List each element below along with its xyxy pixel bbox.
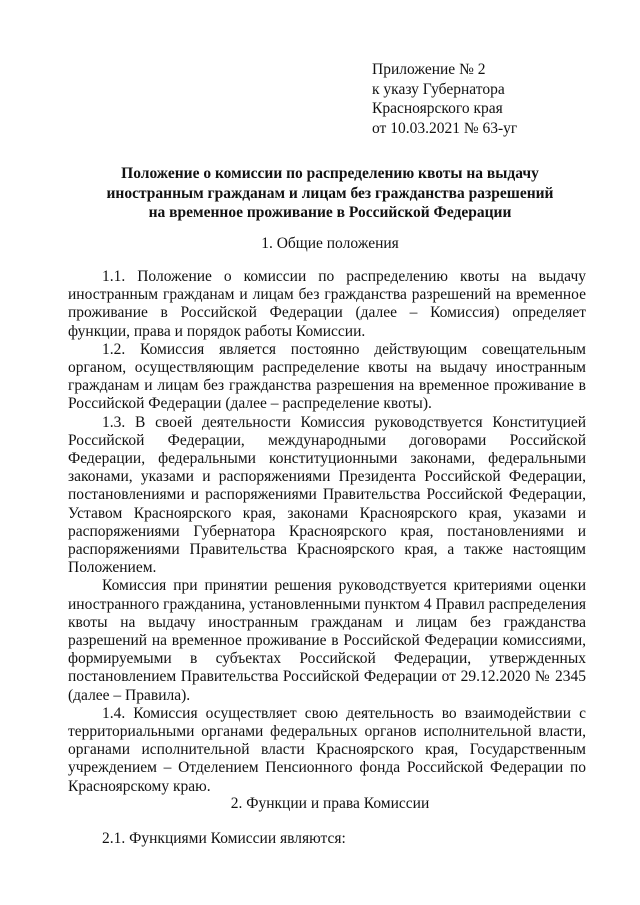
paragraph-2-1: 2.1. Функциями Комиссии являются:: [102, 830, 346, 847]
annex-date-number: от 10.03.2021 № 63-уг: [372, 119, 518, 137]
annex-decree-ref: к указу Губернатора: [372, 80, 505, 98]
paragraph-1-3-criteria: Комиссия при принятии решения руководствуется критериями оценки иностранного гражданина, установленными пунктом 4 Правил распределения квоты на выдачу иностранным гражданам и лицам без гражданства разрешений на временное проживание в Российской Федерации комиссиями, формируемыми в субъектах Российской Федерации, утвержденных постановлением Правительства Российской Федерации от 29.12.2020 № 2345 (далее – Правила).: [68, 577, 586, 704]
title-line-2: иностранным гражданам и лицам без гражданства разрешений: [106, 184, 554, 202]
paragraph-1-4: 1.4. Комиссия осуществляет свою деятельность во взаимодействии с территориальными органами федеральных органов исполнительной власти, органами исполнительной власти Красноярского края, Государственным учреждением – Отделением Пенсионного фонда Российской Федерации по Красноярскому краю.: [68, 704, 586, 795]
section-heading-1: 1. Общие положения: [261, 235, 399, 252]
annex-region: Красноярского края: [372, 100, 503, 117]
section-1-body: [68, 268, 586, 796]
annex-number: Приложение № 2: [372, 61, 486, 78]
paragraph-1-1: 1.1. Положение о комиссии по распределению квоты на выдачу иностранным гражданам и лицам без гражданства разрешений на временное проживание в Российской Федерации (далее – Комиссия) определяет функции, права и порядок работы Комиссии.: [68, 268, 586, 340]
document-title: [60, 164, 600, 223]
section-heading-2: 2. Функции и права Комиссии: [230, 795, 430, 812]
paragraph-1-2: 1.2. Комиссия является постоянно действующим совещательным органом, осуществляющим распределение квоты на выдачу иностранным гражданам и лицам без гражданства разрешения на временное проживание в Российской Федерации (далее – распределение квоты).: [68, 340, 586, 413]
title-line-3: на временное проживание в Российской Федерации: [148, 204, 512, 221]
annex-block: [372, 60, 517, 138]
title-line-1: Положение о комиссии по распределению квоты на выдачу: [121, 165, 539, 182]
paragraph-1-3: 1.3. В своей деятельности Комиссия руководствуется Конституцией Российской Федерации, международными договорами Российской Федерации, федеральными конституционными законами, федеральными законами, указами и распоряжениями Президента Российской Федерации, постановлениями и распоряжениями Правительства Российской Федерации, Уставом Красноярского края, законами Красноярского края, указами и распоряжениями Губернатора Красноярского края, постановлениями и распоряжениями Правительства Красноярского края, а также настоящим Положением.: [68, 413, 586, 577]
